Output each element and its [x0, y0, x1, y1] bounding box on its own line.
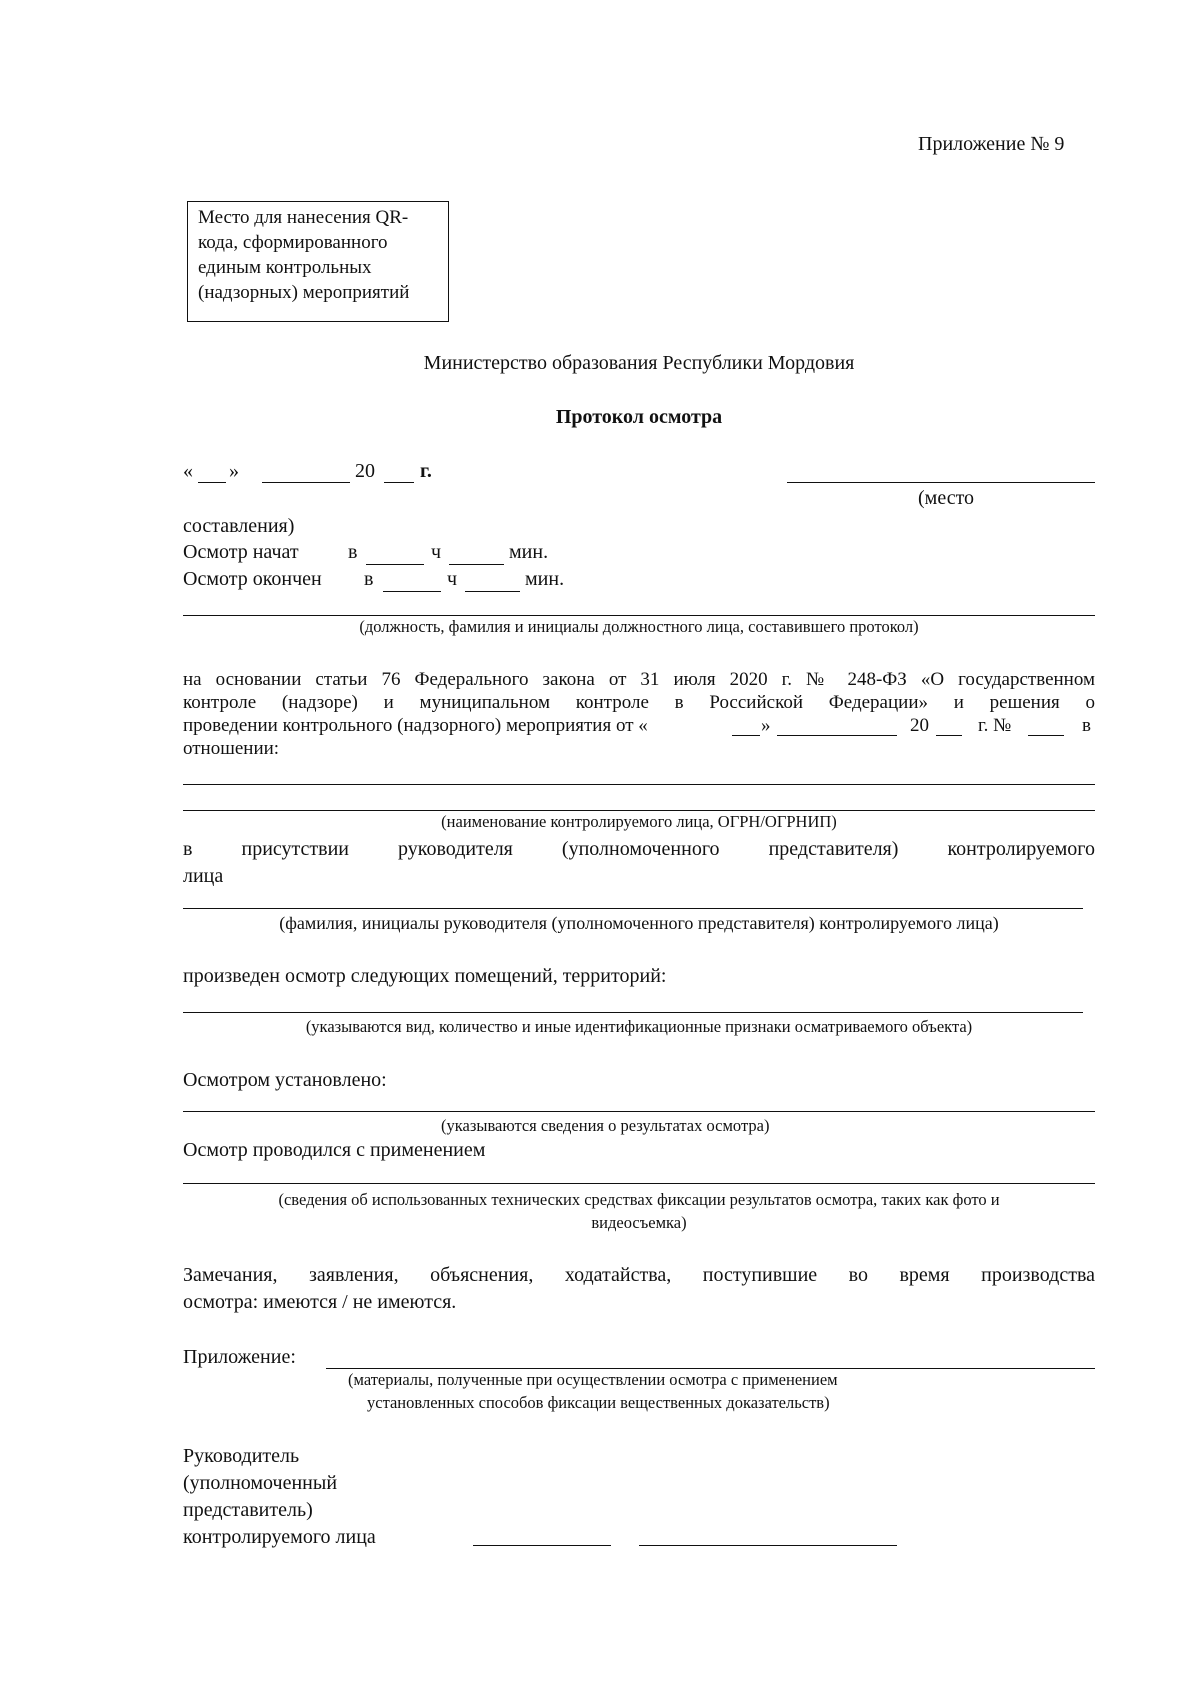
place-label: (место	[918, 487, 975, 509]
started-minutes-field[interactable]	[449, 564, 504, 565]
decision-day-field[interactable]	[732, 735, 760, 736]
inspected-premises-label: произведен осмотр следующих помещений, территорий:	[183, 965, 667, 987]
results-caption: (указываются сведения о результатах осмотра)	[441, 1116, 770, 1135]
representative-caption: (фамилия, инициалы руководителя (уполномоченного представителя) контролируемого лица)	[279, 913, 999, 933]
remarks-line: Замечания, заявления, объяснения, ходатайства, поступившие во время производства	[183, 1264, 1095, 1286]
ended-minutes-field[interactable]	[465, 591, 520, 592]
basis-paragraph	[183, 668, 1095, 714]
decision-year-field[interactable]	[936, 735, 962, 736]
started-hours-label: ч	[431, 541, 442, 563]
basis-number-label: г. №	[978, 715, 1012, 736]
ended-hours-label: ч	[447, 568, 458, 590]
place-label-continued: составления)	[183, 515, 295, 537]
qr-box-line: единым контрольных	[198, 257, 372, 278]
basis-close-quote: »	[761, 715, 771, 736]
tech-means-field[interactable]	[183, 1183, 1095, 1184]
results-field[interactable]	[183, 1111, 1095, 1112]
started-minutes-label: мин.	[509, 541, 549, 563]
controlled-entity-field-2[interactable]	[183, 810, 1095, 811]
basis-line: на основании статьи 76 Федерального закона от 31 июля 2020 г. № 248-ФЗ «О государственном	[183, 669, 1095, 690]
representative-field[interactable]	[183, 908, 1083, 909]
appendix-label: Приложение № 9	[918, 133, 1065, 155]
date-year-field[interactable]	[384, 482, 414, 483]
qr-box-line: (надзорных) мероприятий	[198, 282, 410, 303]
started-hours-field[interactable]	[366, 564, 424, 565]
inspection-started-label: Осмотр начат	[183, 541, 299, 563]
inspection-ended-label: Осмотр окончен	[183, 568, 322, 590]
remarks-line: осмотра: имеются / не имеются.	[183, 1291, 457, 1313]
basis-line: контроле (надзоре) и муниципальном контроле в Российской Федерации» и решения о	[183, 692, 1095, 713]
controlled-entity-field-1[interactable]	[183, 784, 1095, 785]
signature-line: (уполномоченный	[183, 1472, 338, 1494]
established-label: Осмотром установлено:	[183, 1069, 387, 1091]
date-close-quote: »	[229, 460, 239, 482]
attachment-caption-1: (материалы, полученные при осуществлении осмотра с применением	[348, 1370, 838, 1389]
signature-line: контролируемого лица	[183, 1526, 376, 1548]
decision-month-field[interactable]	[777, 735, 897, 736]
signature-line: представитель)	[183, 1499, 313, 1521]
qr-box-line: Место для нанесения QR-	[198, 207, 409, 228]
applied-with-label: Осмотр проводился с применением	[183, 1139, 486, 1161]
place-field[interactable]	[787, 482, 1095, 483]
attachment-caption-2: установленных способов фиксации вещественных доказательств)	[367, 1393, 830, 1412]
date-month-field[interactable]	[262, 482, 350, 483]
tech-means-caption-1: (сведения об использованных технических средствах фиксации результатов осмотра, таких как фото и	[278, 1190, 1000, 1209]
signature-line: Руководитель	[183, 1445, 300, 1467]
attachment-field[interactable]	[326, 1368, 1095, 1369]
basis-line3-start: проведении контрольного (надзорного) мероприятия от «	[183, 715, 648, 736]
date-open-quote: «	[183, 460, 193, 482]
official-caption: (должность, фамилия и инициалы должностного лица, составившего протокол)	[359, 617, 919, 636]
controlled-entity-caption: (наименование контролируемого лица, ОГРН/ОГРНИП)	[441, 812, 837, 831]
attachment-label: Приложение:	[183, 1346, 296, 1368]
signature-field[interactable]	[473, 1545, 611, 1546]
inspected-object-caption: (указываются вид, количество и иные идентификационные признаки осматриваемого объекта)	[305, 1017, 973, 1036]
decision-number-field[interactable]	[1028, 735, 1064, 736]
ended-in-label: в	[364, 568, 374, 590]
qr-code-placeholder	[187, 201, 449, 322]
signature-block-label	[183, 1443, 376, 1551]
remarks-paragraph	[183, 1262, 1095, 1316]
qr-box-line: кода, сформированного	[198, 232, 388, 253]
ministry-name: Министерство образования Республики Мордовия	[423, 352, 855, 374]
signature-name-field[interactable]	[639, 1545, 897, 1546]
date-year-suffix: г.	[420, 460, 432, 482]
date-year-prefix: 20	[355, 460, 375, 482]
presence-line: в присутствии руководителя (уполномоченного представителя) контролируемого	[183, 838, 1095, 860]
started-in-label: в	[348, 541, 358, 563]
inspected-object-field[interactable]	[183, 1012, 1083, 1013]
presence-line: лица	[183, 865, 224, 887]
basis-line4: отношении:	[183, 738, 280, 759]
document-title: Протокол осмотра	[555, 406, 723, 428]
official-field[interactable]	[183, 615, 1095, 616]
presence-paragraph	[183, 836, 1095, 890]
ended-hours-field[interactable]	[383, 591, 441, 592]
tech-means-caption-2: видеосъемка)	[591, 1213, 687, 1232]
basis-year-prefix: 20	[910, 715, 929, 736]
ended-minutes-label: мин.	[525, 568, 565, 590]
date-day-field[interactable]	[198, 482, 226, 483]
basis-in-label: в	[1082, 715, 1091, 736]
